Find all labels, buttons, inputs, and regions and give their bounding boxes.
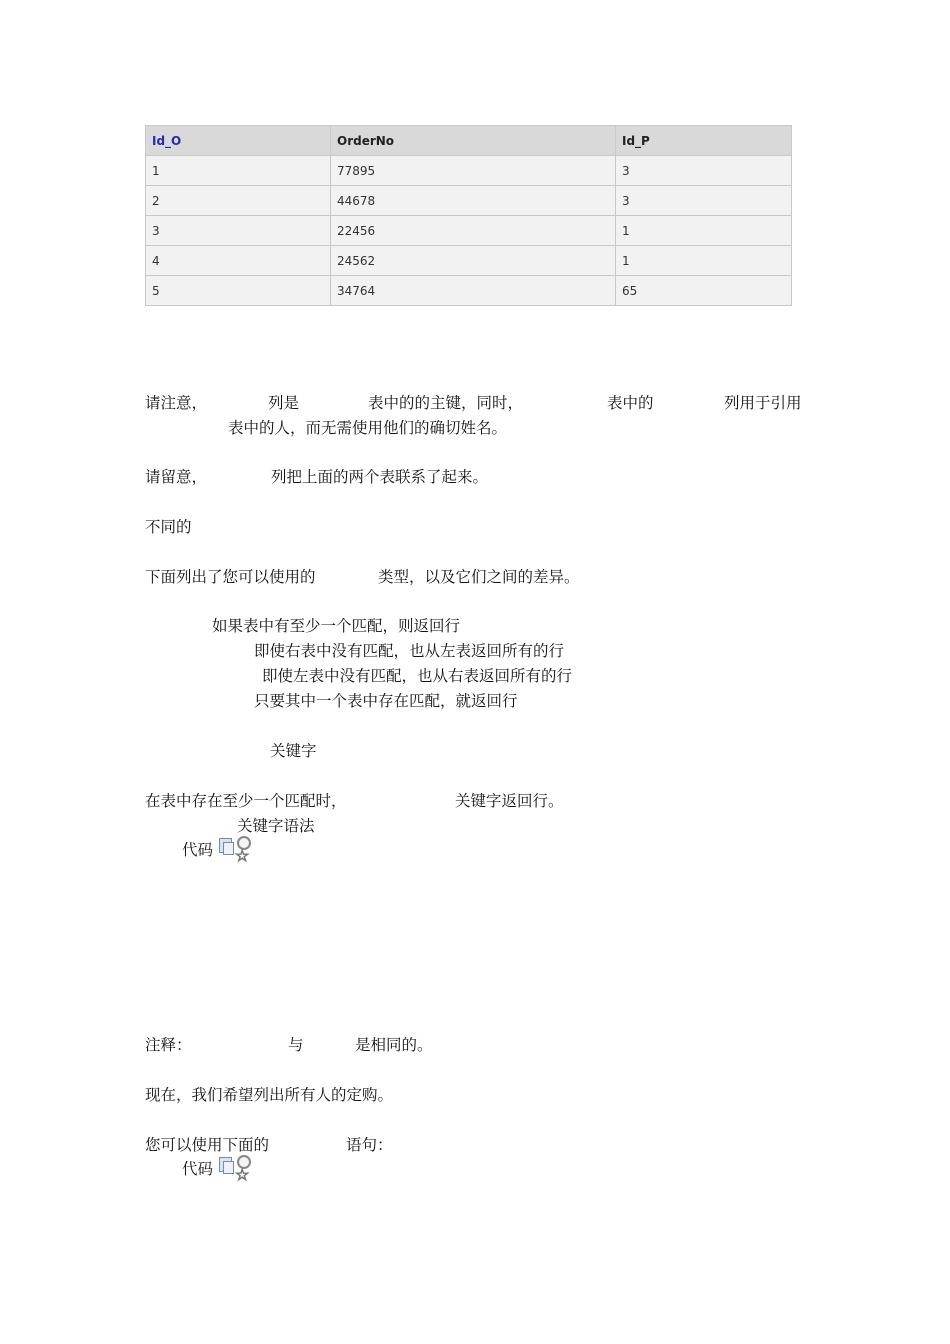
table-cell: 3: [616, 186, 792, 216]
column-header-id-o: Id_O: [146, 126, 331, 156]
copy-icon[interactable]: [219, 1157, 232, 1172]
list-item: 如果表中有至少一个匹配，则返回行: [212, 617, 461, 635]
note-text-fragment: 表中的: [607, 394, 654, 412]
table-cell: 24562: [331, 246, 616, 276]
list-intro-fragment: 类型，以及它们之间的差异。: [378, 568, 580, 586]
orders-table: [145, 125, 792, 306]
table-row: [146, 276, 792, 306]
table-cell: 3: [146, 216, 331, 246]
code-label: 代码: [182, 1160, 214, 1178]
table-cell: 34764: [331, 276, 616, 306]
table-cell: 65: [616, 276, 792, 306]
table-row: [146, 216, 792, 246]
copy-icon[interactable]: [219, 838, 232, 853]
column-header-id-p: Id_P: [616, 126, 792, 156]
table-cell: 22456: [331, 216, 616, 246]
section-heading: 不同的: [145, 518, 192, 536]
code-block-header: [182, 836, 263, 864]
list-item: 即使右表中没有匹配，也从左表返回所有的行: [254, 642, 565, 660]
star-icon[interactable]: ☆: [235, 1165, 250, 1184]
column-header-orderno: OrderNo: [331, 126, 616, 156]
syntax-heading: 关键字语法: [237, 817, 315, 835]
table-row: [146, 246, 792, 276]
code-block-header: [182, 1155, 263, 1183]
use-fragment: 语句：: [346, 1136, 393, 1154]
join-note-fragment: 列把上面的两个表联系了起来。: [271, 468, 489, 486]
note-text-fragment: 列是: [268, 394, 300, 412]
keyword-desc-fragment: 在表中存在至少一个匹配时，: [145, 792, 347, 810]
now-text: 现在，我们希望列出所有人的定购。: [145, 1086, 394, 1104]
note-text-fragment: 表中的的主键，同时，: [368, 394, 524, 412]
keyword-desc-fragment: 关键字返回行。: [455, 792, 564, 810]
table-cell: 1: [616, 216, 792, 246]
table-cell: 1: [146, 156, 331, 186]
table-row: [146, 156, 792, 186]
list-item: 即使左表中没有匹配，也从右表返回所有的行: [262, 667, 573, 685]
note-text-fragment: 请注意，: [145, 394, 208, 412]
code-tools: [219, 1155, 263, 1183]
use-fragment: 您可以使用下面的: [145, 1136, 270, 1154]
table-row: [146, 186, 792, 216]
table-cell: 3: [616, 156, 792, 186]
note-text-line: 表中的人，而无需使用他们的确切姓名。: [228, 419, 508, 437]
section-heading: 关键字: [270, 742, 317, 760]
join-note-fragment: 请留意，: [145, 468, 208, 486]
code-tools: [219, 836, 263, 864]
note2-fragment: 是相同的。: [355, 1036, 433, 1054]
list-item: 只要其中一个表中存在匹配，就返回行: [254, 692, 518, 710]
table-cell: 1: [616, 246, 792, 276]
list-intro-fragment: 下面列出了您可以使用的: [145, 568, 316, 586]
table-header-row: [146, 126, 792, 156]
table-cell: 77895: [331, 156, 616, 186]
note2-fragment: 注释：: [145, 1036, 192, 1054]
table-cell: 2: [146, 186, 331, 216]
note-text-fragment: 列用于引用: [724, 394, 802, 412]
code-label: 代码: [182, 841, 214, 859]
table-cell: 44678: [331, 186, 616, 216]
table-cell: 5: [146, 276, 331, 306]
table-cell: 4: [146, 246, 331, 276]
star-icon[interactable]: ☆: [235, 846, 250, 865]
note2-fragment: 与: [288, 1036, 304, 1054]
